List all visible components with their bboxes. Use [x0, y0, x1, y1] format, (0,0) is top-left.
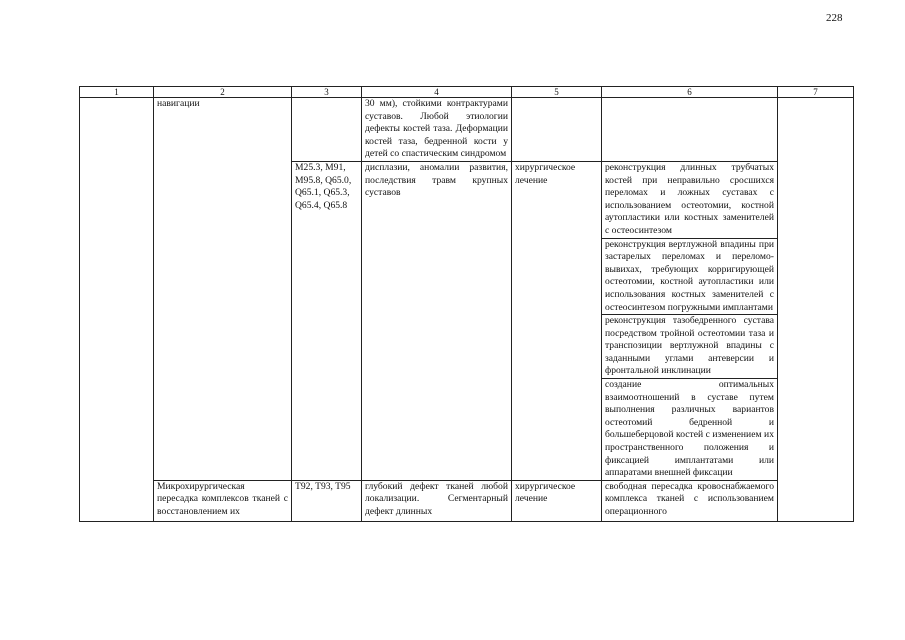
col7-cell	[778, 98, 854, 481]
header-cell-6: 6	[602, 87, 778, 98]
table-row	[80, 98, 854, 162]
diagnosis-codes-cell: T92, T93, T95	[292, 480, 362, 521]
col1-cell	[80, 480, 154, 521]
page-number: 228	[826, 12, 843, 24]
method-cell: реконструкция вертлужной впадины при застарелых переломах и переломо-вывихах, требующих корригирующей остеотомии, костной аутопластики или использования костных заменителей с остеосинтезом погружными имплантами	[602, 238, 778, 315]
col2-cell-continuation: навигации	[154, 98, 292, 481]
table-row	[80, 480, 854, 521]
header-cell-7: 7	[778, 87, 854, 98]
treatment-type-cell: хирургическое лечение	[512, 480, 602, 521]
diagnosis-codes-cell: M25.3, M91, M95.8, Q65.0, Q65.1, Q65.3, Q65.4, Q65.8	[292, 161, 362, 480]
header-cell-3: 3	[292, 87, 362, 98]
col6-cell-continuation	[602, 98, 778, 162]
col5-cell-continuation	[512, 98, 602, 162]
col4-cell-continuation: 30 мм), стойкими контрактурами суставов. Любой этиологии дефекты костей таза. Деформации костей таза, бедренной кости у детей со спастическим синдромом	[362, 98, 512, 162]
treatment-table	[79, 86, 854, 522]
method-cell: реконструкция длинных трубчатых костей при неправильно сросшихся переломах и ложных суставах с использованием остеотомии, костной аутопластики или костных заменителей с остеосинтезом	[602, 161, 778, 238]
header-cell-5: 5	[512, 87, 602, 98]
header-row	[80, 87, 854, 98]
procedure-name-cell: Микрохирургическая пересадка комплексов тканей с восстановлением их	[154, 480, 292, 521]
treatment-type-cell: хирургическое лечение	[512, 161, 602, 480]
header-cell-1: 1	[80, 87, 154, 98]
method-cell: создание оптимальных взаимоотношений в суставе путем выполнения различных вариантов остеотомий бедренной и большеберцовой костей с изменением их пространственного положения и фиксацией имплантатами или аппаратами внешней фиксации	[602, 379, 778, 481]
condition-cell: дисплазии, аномалии развития, последствия травм крупных суставов	[362, 161, 512, 480]
col3-cell-continuation	[292, 98, 362, 162]
col1-cell	[80, 98, 154, 481]
method-cell: реконструкция тазобедренного сустава посредством тройной остеотомии таза и транспозиции вертлужной впадины с заданными углами антеверсии и фронтальной инклинации	[602, 315, 778, 379]
header-cell-2: 2	[154, 87, 292, 98]
method-cell: свободная пересадка кровоснабжаемого комплекса тканей с использованием операционного	[602, 480, 778, 521]
condition-cell: глубокий дефект тканей любой локализации. Сегментарный дефект длинных	[362, 480, 512, 521]
header-cell-4: 4	[362, 87, 512, 98]
col7-cell	[778, 480, 854, 521]
